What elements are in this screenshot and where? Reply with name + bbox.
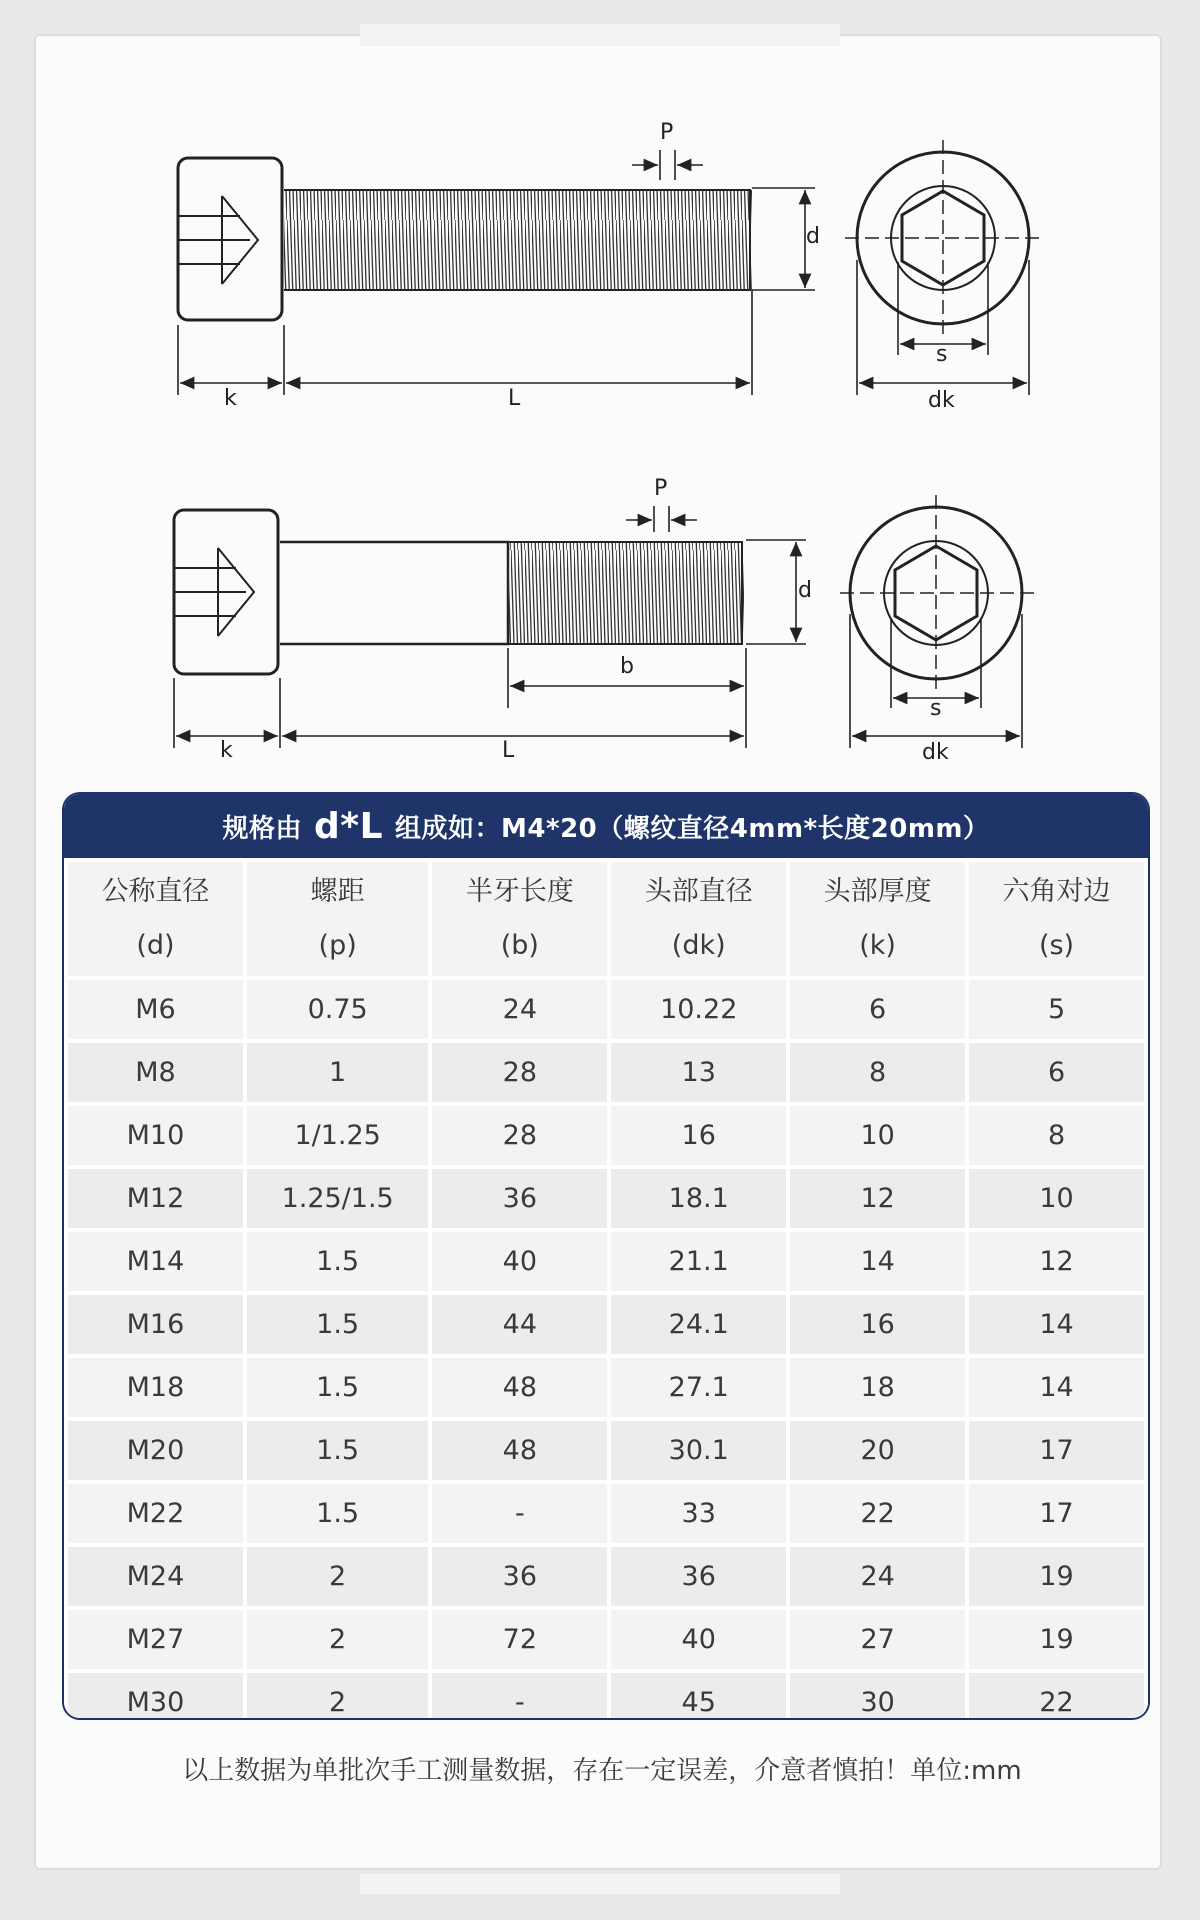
table-row [68,1043,1144,1102]
table-cell: 19 [969,1610,1144,1669]
table-cell: 1 [247,1043,429,1102]
table-cell: 1/1.25 [247,1106,429,1165]
header-cell [611,862,786,976]
spec-rows [68,980,1144,1720]
top-head-height-label: k [224,386,237,411]
bottom-diameter-label: d [798,578,812,603]
table-cell: 33 [611,1484,786,1543]
header-symbol: (p) [318,930,357,961]
card-notch-bottom [360,1874,840,1894]
table-cell: - [432,1484,607,1543]
table-row [68,1295,1144,1354]
top-hex-label: s [936,342,948,367]
table-cell: 22 [790,1484,965,1543]
table-cell: 2 [247,1547,429,1606]
table-cell: - [432,1673,607,1720]
table-cell: 24.1 [611,1295,786,1354]
top-head-diameter-label: dk [928,388,955,413]
half-thread-bolt-side-view [174,510,744,674]
table-cell: 10.22 [611,980,786,1039]
bottom-head-diameter-label: dk [922,740,949,765]
table-cell: M12 [68,1169,243,1228]
bottom-length-label: L [502,738,515,763]
spec-table [62,792,1150,1720]
header-cell [790,862,965,976]
bottom-thread-length-label: b [620,654,634,679]
bottom-pitch-label: P [654,476,668,501]
header-name: 头部厚度 [823,876,932,907]
table-cell: 36 [432,1547,607,1606]
footnote: 以上数据为单批次手工测量数据，存在一定误差，介意者慎拍！单位:mm [182,1756,1022,1786]
table-cell: 10 [969,1169,1144,1228]
table-cell: 24 [432,980,607,1039]
table-row [68,980,1144,1039]
table-cell: 14 [790,1232,965,1291]
table-cell: 27 [790,1610,965,1669]
table-cell: 6 [969,1043,1144,1102]
table-cell: 1.5 [247,1484,429,1543]
top-diameter-label: d [806,224,820,249]
table-cell: M14 [68,1232,243,1291]
bolt-diagrams [0,0,1200,780]
header-name: 螺距 [310,876,365,907]
table-cell: 5 [969,980,1144,1039]
header-symbol: (d) [136,930,175,961]
table-row [68,1484,1144,1543]
full-thread-bolt-side-view [178,158,752,320]
table-cell: 8 [969,1106,1144,1165]
table-cell: M27 [68,1610,243,1669]
table-cell: 30.1 [611,1421,786,1480]
table-cell: 12 [790,1169,965,1228]
table-cell: 1.25/1.5 [247,1169,429,1228]
table-cell: 13 [611,1043,786,1102]
table-cell: 16 [611,1106,786,1165]
table-cell: 17 [969,1484,1144,1543]
spec-grid [64,858,1148,1720]
table-cell: 48 [432,1358,607,1417]
table-cell: M8 [68,1043,243,1102]
table-cell: 18 [790,1358,965,1417]
table-cell: 30 [790,1673,965,1720]
table-cell: M6 [68,980,243,1039]
header-symbol: (b) [500,930,539,961]
table-cell: 1.5 [247,1232,429,1291]
table-cell: 10 [790,1106,965,1165]
table-title-prefix: 规格由 [222,813,302,844]
bottom-head-height-label: k [220,738,233,763]
table-cell: 8 [790,1043,965,1102]
header-symbol: (dk) [671,930,726,961]
table-cell: 14 [969,1295,1144,1354]
table-cell: 36 [611,1547,786,1606]
table-cell: 24 [790,1547,965,1606]
table-cell: 22 [969,1673,1144,1720]
header-row [68,862,1144,976]
table-cell: 36 [432,1169,607,1228]
top-length-label: L [508,386,521,411]
header-name: 六角对边 [1002,876,1111,907]
table-cell: 19 [969,1547,1144,1606]
table-cell: 14 [969,1358,1144,1417]
table-cell: 48 [432,1421,607,1480]
header-name: 头部直径 [644,876,753,907]
table-row [68,1358,1144,1417]
table-cell: 16 [790,1295,965,1354]
header-symbol: (k) [859,930,896,961]
header-name: 半牙长度 [465,876,574,907]
table-cell: 12 [969,1232,1144,1291]
table-cell: 0.75 [247,980,429,1039]
table-row [68,1169,1144,1228]
table-cell: 18.1 [611,1169,786,1228]
table-row [68,1421,1144,1480]
table-cell: 1.5 [247,1295,429,1354]
table-row [68,1547,1144,1606]
table-title-formula: d*L [313,805,384,847]
table-cell: M18 [68,1358,243,1417]
table-cell: 27.1 [611,1358,786,1417]
table-cell: M16 [68,1295,243,1354]
header-symbol: (s) [1038,930,1075,961]
table-cell: M10 [68,1106,243,1165]
table-cell: 2 [247,1610,429,1669]
header-name: 公称直径 [101,876,210,907]
bottom-hex-label: s [930,696,942,721]
table-cell: 28 [432,1043,607,1102]
table-cell: 1.5 [247,1421,429,1480]
table-cell: M20 [68,1421,243,1480]
table-cell: 40 [611,1610,786,1669]
header-cell [969,862,1144,976]
table-cell: 20 [790,1421,965,1480]
table-cell: 6 [790,980,965,1039]
table-cell: 40 [432,1232,607,1291]
table-cell: M22 [68,1484,243,1543]
table-title [64,794,1148,858]
table-cell: 45 [611,1673,786,1720]
table-cell: 2 [247,1673,429,1720]
table-cell: M30 [68,1673,243,1720]
table-cell: M24 [68,1547,243,1606]
top-pitch-label: P [660,120,674,145]
table-title-suffix: 组成如：M4*20（螺纹直径4mm*长度20mm） [395,813,990,844]
table-cell: 72 [432,1610,607,1669]
header-cell [68,862,243,976]
header-cell [247,862,429,976]
table-cell: 17 [969,1421,1144,1480]
table-row [68,1232,1144,1291]
table-row [68,1673,1144,1720]
table-cell: 1.5 [247,1358,429,1417]
table-cell: 44 [432,1295,607,1354]
table-cell: 28 [432,1106,607,1165]
table-row [68,1106,1144,1165]
table-row [68,1610,1144,1669]
header-cell [432,862,607,976]
table-cell: 21.1 [611,1232,786,1291]
